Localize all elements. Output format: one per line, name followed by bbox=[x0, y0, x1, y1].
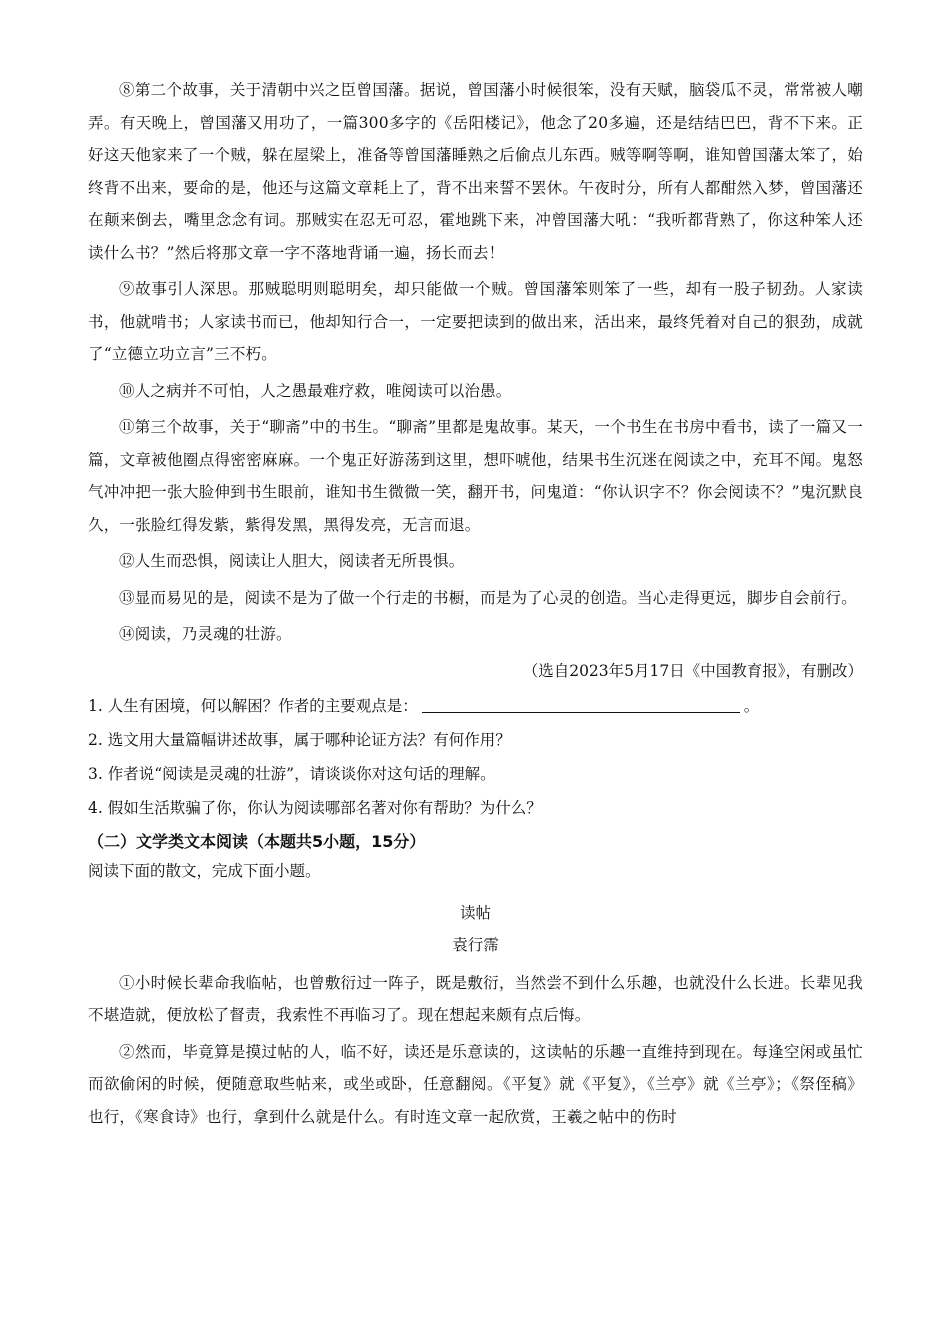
paragraph-10: ⑩人之病并不可怕，人之愚最难疗救，唯阅读可以治愚。 bbox=[119, 381, 512, 400]
question-2: 2. 选文用大量篇幅讲述故事，属于哪种论证方法？有何作用？ bbox=[88, 730, 511, 749]
essay-title: 读帖 bbox=[459, 903, 491, 922]
question-3: 3. 作者说“阅读是灵魂的壮游”，请谈谈你对这句话的理解。 bbox=[88, 764, 496, 783]
question-1 bbox=[88, 689, 863, 723]
question-1-end: 。 bbox=[743, 696, 760, 715]
question-4: 4. 假如生活欺骗了你，你认为阅读哪部名著对你有帮助？为什么？ bbox=[88, 798, 542, 817]
answer-blank[interactable] bbox=[422, 694, 740, 713]
essay-paragraph-2: ②然而，毕竟算是摸过帖的人，临不好，读还是乐意读的，这读帖的乐趣一直维持到现在。每逢空闲或虽忙而欲偷闲的时候，便随意取些帖来，或坐或卧，任意翻阅。《平复》就《平复》，《兰亭》就《兰亭》；《祭侄稿》也行，《寒食诗》也行，拿到什么就是什么。有时连文章一起欣赏，王羲之帖中的伤时 bbox=[88, 1042, 863, 1126]
paragraph-13: ⑬显而易见的是，阅读不是为了做一个行走的书橱，而是为了心灵的创造。当心走得更远，脚步自会前行。 bbox=[119, 588, 857, 607]
source-citation: （选自2023年5月17日《中国教育报》，有删改） bbox=[522, 661, 863, 680]
essay-paragraph-1: ①小时候长辈命我临帖，也曾敷衍过一阵子，既是敷衍，当然尝不到什么乐趣，也就没什么长进。长辈见我不堪造就，便放松了督责，我索性不再临习了。现在想起来颇有点后悔。 bbox=[88, 973, 863, 1024]
paragraph-11: ⑪第三个故事，关于“聊斋”中的书生。“聊斋”里都是鬼故事。某天，一个书生在书房中看书，读了一篇又一篇，文章被他圈点得密密麻麻。一个鬼正好游荡到这里，想吓唬他，结果书生沉迷在阅读之中，充耳不闻。鬼怒气冲冲把一张大脸伸到书生眼前，谁知书生微微一笑，翻开书，问鬼道：“你认识字不？你会阅读不？”鬼沉默良久，一张脸红得发紫，紫得发黑，黑得发亮，无言而退。 bbox=[88, 418, 863, 534]
section-heading: （二）文学类文本阅读（本题共5小题，15分） bbox=[88, 831, 426, 851]
paragraph-14: ⑭阅读，乃灵魂的壮游。 bbox=[119, 625, 292, 643]
question-1-text: 1. 人生有困境，何以解困？作者的主要观点是： bbox=[88, 696, 418, 715]
paragraph-8: ⑧第二个故事，关于清朝中兴之臣曾国藩。据说，曾国藩小时候很笨，没有天赋，脑袋瓜不灵，常常被人嘲弄。有天晚上，曾国藩又用功了，一篇300多字的《岳阳楼记》，他念了20多遍，还是结结巴巴，背不下来。正好这天他家来了一个贼，躲在屋梁上，准备等曾国藩睡熟之后偷点儿东西。贼等啊等啊，谁知曾国藩太笨了，始终背不出来，要命的是，他还与这篇文章耗上了，背不出来誓不罢休。午夜时分，所有人都酣然入梦，曾国藩还在颠来倒去，嘴里念念有词。那贼实在忍无可忍，霍地跳下来，冲曾国藩大吼：“我听都背熟了，你这种笨人还读什么书？”然后将那文章一字不落地背诵一遍，扬长而去！ bbox=[88, 81, 863, 262]
section-instruction: 阅读下面的散文，完成下面小题。 bbox=[88, 861, 321, 880]
essay-author: 袁行霈 bbox=[452, 935, 499, 954]
paragraph-12: ⑫人生而恐惧，阅读让人胆大，阅读者无所畏惧。 bbox=[119, 552, 465, 570]
paragraph-9: ⑨故事引人深思。那贼聪明则聪明矣，却只能做一个贼。曾国藩笨则笨了一些，却有一股子韧劲。人家读书，他就啃书；人家读书而已，他却知行合一，一定要把读到的做出来，活出来，最终凭着对自己的狠劲，成就了“立德立功立言”三不朽。 bbox=[88, 280, 863, 363]
document-page bbox=[88, 74, 863, 1137]
